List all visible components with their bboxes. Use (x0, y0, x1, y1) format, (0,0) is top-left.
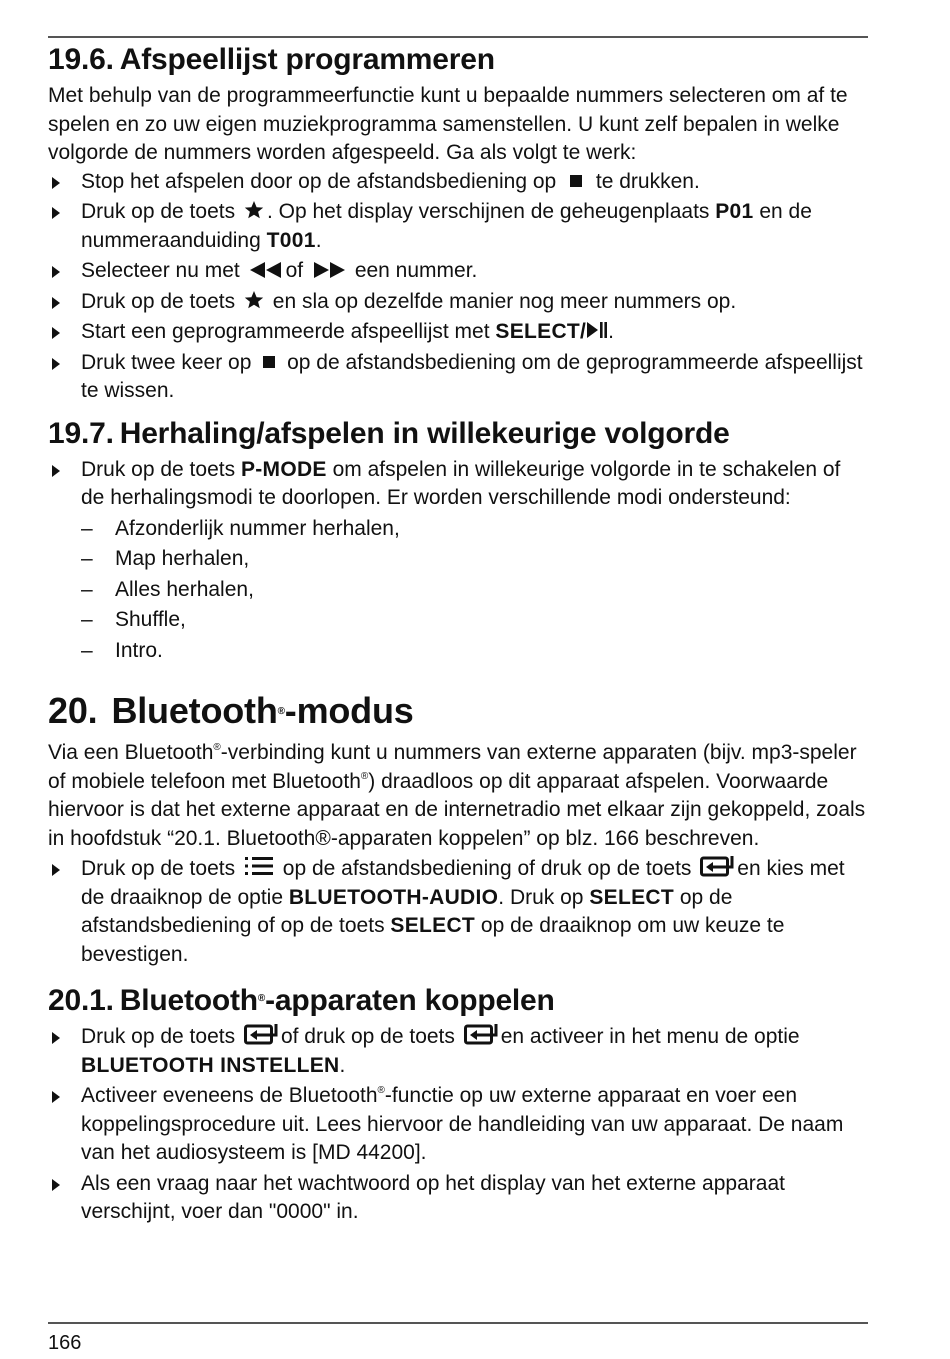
section-title-suffix: -apparaten koppelen (265, 984, 555, 1017)
menu-option: BLUETOOTH-AUDIO (288, 885, 499, 909)
text: en kies met de draaiknop de optie (81, 857, 845, 909)
steps-list-19-6 (48, 168, 868, 406)
key-label: SELECT (589, 885, 674, 909)
key-label: SELECT (390, 914, 476, 937)
bottom-rule (48, 1322, 868, 1324)
page-number: 166 (48, 1332, 82, 1354)
registered-mark: ® (277, 706, 285, 717)
text: Selecteer nu met (81, 259, 240, 282)
text: -verbinding kunt u nummers van externe apparaten (bijv. mp3-speler of mobiele telefoon met Bluetooth (48, 741, 857, 793)
section-number: 19.7. (48, 416, 114, 450)
text: . Op het display verschijnen de geheugenplaats (266, 200, 710, 223)
list-item (48, 1023, 868, 1080)
heading-20 (48, 689, 868, 733)
section-number: 20. (48, 690, 98, 731)
text: Als een vraag naar het wachtwoord op het display van het externe apparaat verschijnt, voer dan "0000" in. (81, 1171, 785, 1223)
list-item (48, 1082, 868, 1168)
list-item (48, 349, 868, 406)
text: . (608, 320, 615, 343)
text: Druk op de toets (81, 1025, 236, 1048)
steps-list-19-7 (48, 456, 868, 666)
enter-key-icon (464, 1023, 498, 1045)
list-item (48, 456, 868, 513)
heading-19-6 (48, 42, 868, 78)
display-code: P01 (715, 200, 754, 223)
text: en activeer in het menu de optie (500, 1025, 800, 1048)
text: Via een Bluetooth (48, 741, 214, 764)
text: -functie op uw externe apparaat en voer een koppelingsprocedure uit. Lees hiervoor de handleiding van uw apparaat. De naam van het audiosysteem is [MD 44200]. (81, 1084, 844, 1164)
text: op de draaiknop om uw keuze te bevestigen. (81, 914, 785, 966)
section-title: Bluetooth (111, 690, 278, 731)
heading-20-1 (48, 983, 868, 1019)
section-number: 20.1. (48, 984, 114, 1017)
list-item (48, 168, 868, 197)
mode-item: – Shuffle, (48, 606, 868, 635)
text: of druk op de toets (280, 1025, 455, 1048)
key-label: P-MODE (240, 457, 327, 481)
text: . Druk op (498, 885, 584, 909)
display-code: T001 (266, 228, 316, 252)
mode-item: – Afzonderlijk nummer herhalen, (48, 515, 868, 544)
stop-icon (570, 175, 582, 187)
heading-19-7 (48, 416, 868, 452)
text: . (315, 228, 322, 252)
text: op de afstandsbediening of op de toets (81, 885, 733, 937)
section-title-suffix: -modus (284, 690, 414, 731)
text: Activeer eveneens de Bluetooth (81, 1084, 378, 1107)
mode-item: – Intro. (48, 637, 868, 666)
fast-forward-icon (312, 261, 346, 279)
text: ) draadloos op dit apparaat afspelen. Voorwaarde hiervoor is dat het externe apparaat en de internetradio met elkaar zijn gekoppeld, zoals in hoofdstuk “20.1. Bluetooth®-apparaten koppelen” op blz. 166 beschreven. (48, 769, 866, 850)
text: Stop het afspelen door op de afstandsbediening op (81, 169, 557, 193)
text: op de afstandsbediening om de geprogrammeerde afspeellijst te wissen. (81, 350, 863, 402)
list-item (48, 318, 868, 347)
section-title: Bluetooth (119, 984, 258, 1017)
steps-list-20-1 (48, 1023, 868, 1227)
key-label: SELECT/ (495, 320, 587, 343)
menu-list-icon (244, 855, 274, 877)
intro-paragraph: Met behulp van de programmeerfunctie kunt u bepaalde nummers selecteren om af te spelen en zo uw eigen muziekprogramma samenstellen. U kunt zelf bepalen in welke volgorde de nummers worden afgespeeld. Ga als volgt te werk: (48, 84, 848, 164)
mode-item: – Map herhalen, (48, 545, 868, 574)
registered-mark: ® (213, 742, 221, 753)
manual-page (48, 0, 868, 1227)
text: om afspelen in willekeurige volgorde in te schakelen of de herhalingsmodi te doorlopen. Er worden verschillende modi ondersteund: (81, 457, 841, 509)
text: te drukken. (595, 169, 700, 193)
text: Druk twee keer op (81, 350, 252, 374)
rewind-icon (249, 261, 283, 279)
list-item (48, 1170, 868, 1227)
section-title: Afspeellijst programmeren (119, 43, 495, 76)
text: of (285, 259, 304, 282)
registered-mark: ® (257, 993, 266, 1004)
star-icon (244, 200, 264, 220)
registered-mark: ® (360, 770, 369, 782)
text: Druk op de toets (81, 200, 236, 223)
text: Start een geprogrammeerde afspeellijst met (81, 320, 490, 343)
stop-icon (263, 356, 275, 368)
list-item (48, 855, 868, 969)
list-item (48, 257, 868, 286)
enter-key-icon (244, 1023, 278, 1045)
mode-item: – Alles herhalen, (48, 576, 868, 605)
bluetooth-paragraph (48, 739, 868, 853)
text: . (339, 1053, 346, 1077)
section-title: Herhaling/afspelen in willekeurige volgorde (119, 416, 730, 450)
registered-mark: ® (377, 1085, 385, 1096)
text: Druk op de toets (81, 457, 236, 481)
text: Druk op de toets (81, 289, 236, 313)
text: en sla op dezelfde manier nog meer nummers op. (272, 289, 737, 313)
star-icon (244, 290, 264, 310)
play-pause-icon (586, 320, 608, 340)
section-number: 19.6. (48, 43, 114, 76)
list-item (48, 198, 868, 255)
list-item (48, 288, 868, 317)
enter-key-icon (700, 855, 734, 877)
text: en de nummeraanduiding (81, 200, 812, 252)
text: op de afstandsbediening of druk op de toets (282, 857, 692, 880)
text: Druk op de toets (81, 857, 236, 880)
steps-list-20 (48, 855, 868, 969)
menu-option: BLUETOOTH INSTELLEN (81, 1053, 340, 1077)
text: een nummer. (354, 259, 478, 282)
